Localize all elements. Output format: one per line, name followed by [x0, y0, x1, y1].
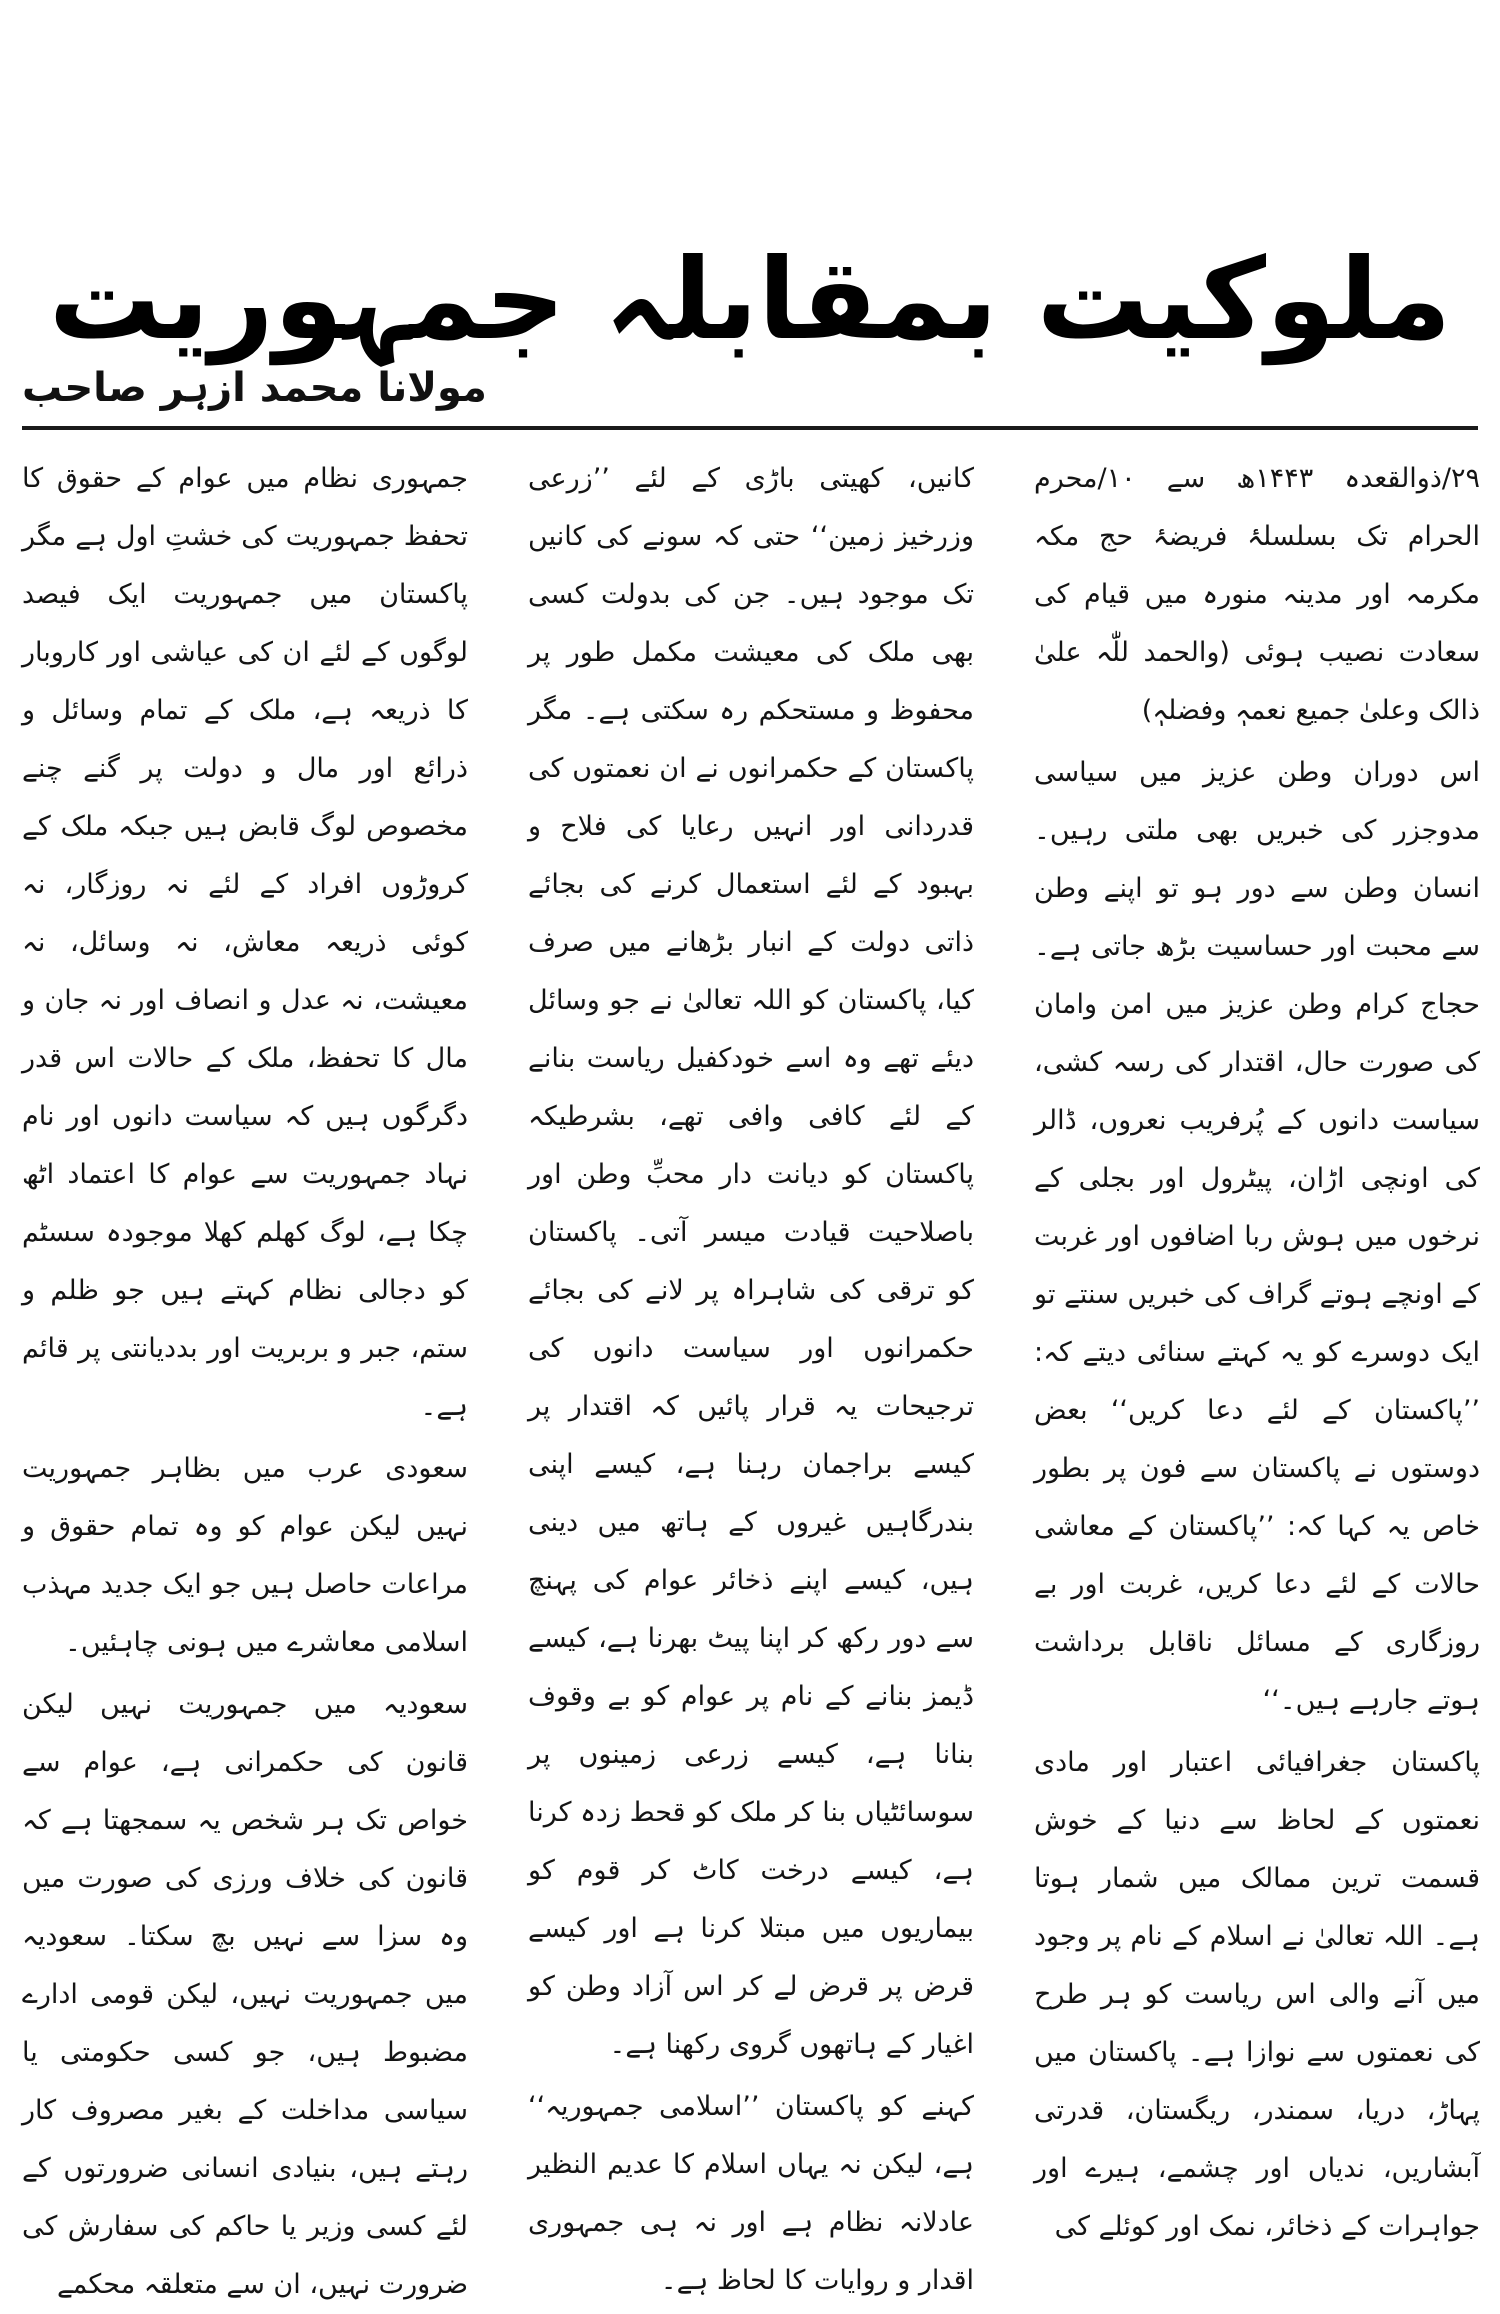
paragraph: پاکستان جغرافیائی اعتبار اور مادی نعمتوں کے لحاظ سے دنیا کے خوش قسمت ترین ممالک میں شمار ہوتا ہے۔ اللہ تعالیٰ نے اسلام کے نام پر وجود میں آنے والی اس ریاست کو ہر طرح کی نعمتوں سے نوازا ہے۔ پاکستان میں پہاڑ، دریا، سمندر، ریگستان، قدرتی آبشاریں، ندیاں اور چشمے، ہیرے اور جواہرات کے ذخائر، نمک اور کوئلے کی: [1034, 1747, 1480, 2242]
article-column-left: [22, 450, 468, 2300]
paragraph: جمہوری نظام میں عوام کے حقوق کا تحفظ جمہوریت کی خشتِ اول ہے مگر پاکستان میں جمہوریت ایک فیصد لوگوں کے لئے ان کی عیاشی اور کاروبار کا ذریعہ ہے، ملک کے تمام وسائل و ذرائع اور مال و دولت پر گنے چنے مخصوص لوگ قابض ہیں جبکہ ملک کے کروڑوں افراد کے لئے نہ روزگار، نہ کوئی ذریعہ معاش، نہ وسائل، نہ معیشت، نہ عدل و انصاف اور نہ جان و مال کا تحفظ، ملک کے حالات اس قدر دگرگوں ہیں کہ سیاست دانوں اور نام نہاد جمہوریت سے عوام کا اعتماد اٹھ چکا ہے، لوگ کھلم کھلا موجودہ سسٹم کو دجالی نظام کہتے ہیں جو ظلم و ستم، جبر و بربریت اور بددیانتی پر قائم ہے۔: [22, 463, 468, 1422]
author-byline: مولانا محمد ازہر صاحب: [22, 365, 487, 411]
paragraph: اس دوران وطن عزیز میں سیاسی مدوجزر کی خبریں بھی ملتی رہیں۔ انسان وطن سے دور ہو تو اپنے وطن سے محبت اور حساسیت بڑھ جاتی ہے۔ حجاج کرام وطن عزیز میں امن وامان کی صورت حال، اقتدار کی رسہ کشی، سیاست دانوں کے پُرفریب نعروں، ڈالر کی اونچی اڑان، پیٹرول اور بجلی کے نرخوں میں ہوش ربا اضافوں اور غربت کے اونچے ہوتے گراف کی خبریں سنتے تو ایک دوسرے کو یہ کہتے سنائی دیتے کہ: ’’پاکستان کے لئے دعا کریں‘‘ بعض دوستوں نے پاکستان سے فون پر بطور خاص یہ کہا کہ: ’’پاکستان کے معاشی حالات کے لئے دعا کریں، غربت اور بے روزگاری کے مسائل ناقابل برداشت ہوتے جارہے ہیں۔‘‘: [1034, 757, 1481, 1716]
article-column-right: [1034, 450, 1481, 2242]
paragraph: ۲۹/ذوالقعدہ ۱۴۴۳ھ سے ۱۰/محرم الحرام تک بسلسلۂ فریضۂ حج مکہ مکرمہ اور مدینہ منورہ میں قیام کی سعادت نصیب ہوئی (والحمد للّٰہ علیٰ ذالک وعلیٰ جمیع نعمہٖ وفضلہٖ): [1034, 463, 1480, 726]
article-title: ملوکیت بمقابلہ جمہوریت: [48, 235, 1452, 366]
header-divider: [22, 426, 1478, 430]
paragraph: کہنے کو پاکستان ’’اسلامی جمہوریہ‘‘ ہے، لیکن نہ یہاں اسلام کا عدیم النظیر عادلانہ نظام ہے اور نہ ہی جمہوری اقدار و روایات کا لحاظ ہے۔: [528, 2091, 974, 2296]
paragraph: سعودیہ میں جمہوریت نہیں لیکن قانون کی حکمرانی ہے، عوام سے خواص تک ہر شخص یہ سمجھتا ہے کہ قانون کی خلاف ورزی کی صورت میں وہ سزا سے نہیں بچ سکتا۔ سعودیہ میں جمہوریت نہیں، لیکن قومی ادارے مضبوط ہیں، جو کسی حکومتی یا سیاسی مداخلت کے بغیر مصروف کار رہتے ہیں، بنیادی انسانی ضرورتوں کے لئے کسی وزیر یا حاکم کی سفارش کی ضرورت نہیں، ان سے متعلقہ محکمے: [22, 1689, 468, 2300]
article-column-middle: [528, 450, 974, 2296]
paragraph: کانیں، کھیتی باڑی کے لئے ’’زرعی وزرخیز زمین‘‘ حتی کہ سونے کی کانیں تک موجود ہیں۔ جن کی بدولت کسی بھی ملک کی معیشت مکمل طور پر محفوظ و مستحکم رہ سکتی ہے۔ مگر پاکستان کے حکمرانوں نے ان نعمتوں کی قدردانی اور انہیں رعایا کی فلاح و بہبود کے لئے استعمال کرنے کی بجائے ذاتی دولت کے انبار بڑھانے میں صرف کیا، پاکستان کو اللہ تعالیٰ نے جو وسائل دیئے تھے وہ اسے خودکفیل ریاست بنانے کے لئے کافی وافی تھے، بشرطیکہ پاکستان کو دیانت دار محبِّ وطن اور باصلاحیت قیادت میسر آتی۔ پاکستان کو ترقی کی شاہراہ پر لانے کی بجائے حکمرانوں اور سیاست دانوں کی ترجیحات یہ قرار پائیں کہ اقتدار پر کیسے براجمان رہنا ہے، کیسے اپنی بندرگاہیں غیروں کے ہاتھ میں دینی ہیں، کیسے اپنے ذخائر عوام کی پہنچ سے دور رکھ کر اپنا پیٹ بھرنا ہے، کیسے ڈیمز بنانے کے نام پر عوام کو بے وقوف بنانا ہے، کیسے زرعی زمینوں پر سوسائٹیاں بنا کر ملک کو قحط زدہ کرنا ہے، کیسے درخت کاٹ کر قوم کو بیماریوں میں مبتلا کرنا ہے اور کیسے قرض پر قرض لے کر اس آزاد وطن کو اغیار کے ہاتھوں گروی رکھنا ہے۔: [528, 463, 974, 2060]
paragraph: سعودی عرب میں بظاہر جمہوریت نہیں لیکن عوام کو وہ تمام حقوق و مراعات حاصل ہیں جو ایک جدید مہذب اسلامی معاشرے میں ہونی چاہئیں۔: [22, 1453, 468, 1658]
